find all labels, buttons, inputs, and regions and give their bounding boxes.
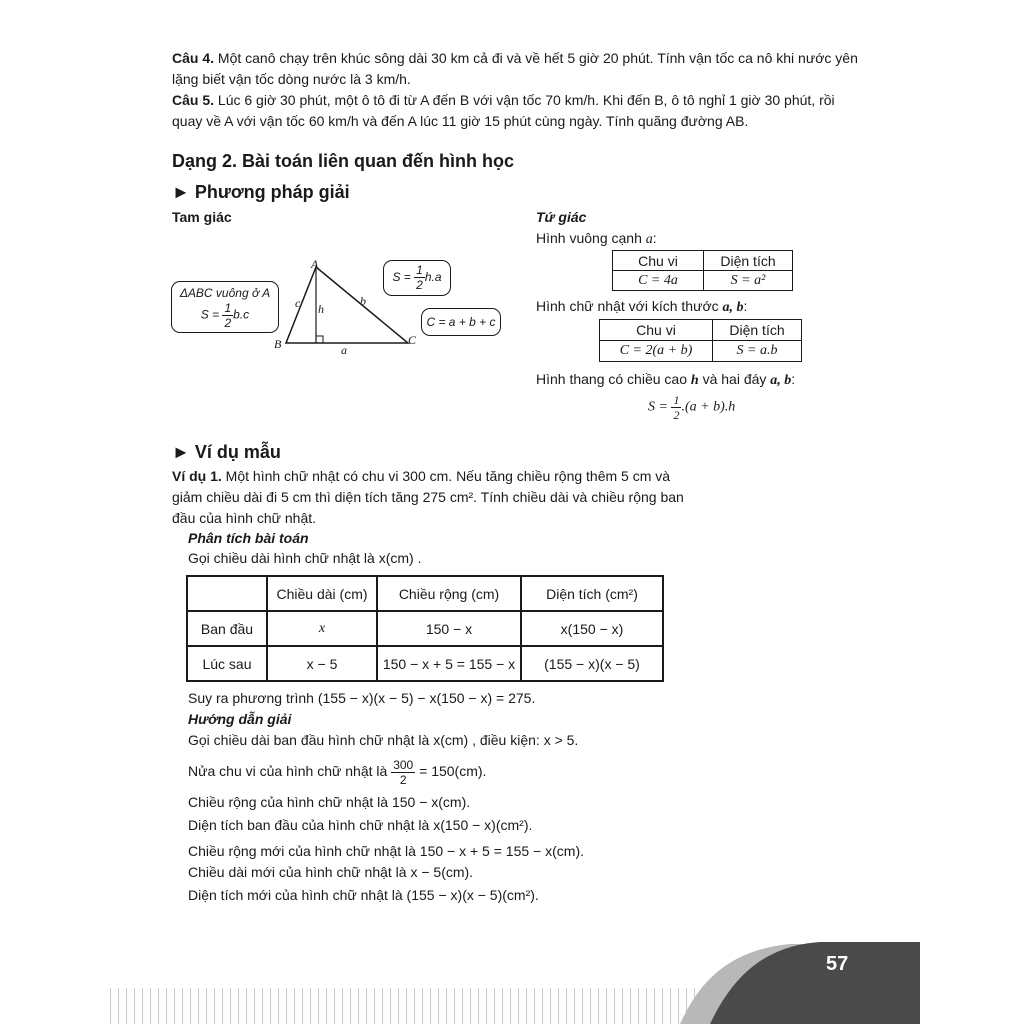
half-perimeter-denominator: 2 (399, 772, 407, 787)
trap-suffix: .(a + b).h (681, 399, 736, 415)
trap-denominator: 2 (673, 408, 680, 422)
square-header-perimeter: Chu vi (613, 251, 704, 271)
square-title (536, 228, 657, 250)
quad-title: Tứ giác (536, 209, 587, 225)
side-a-label: a (341, 343, 347, 357)
guide-line-2-result: = 150(cm). (415, 763, 487, 779)
half-perimeter-numerator: 300 (393, 757, 414, 772)
trapezoid-title (536, 369, 795, 391)
square-header-area: Diện tích (704, 251, 793, 271)
triangle-title: Tam giác (172, 209, 232, 225)
guide-line-6: Chiều dài mới của hình chữ nhật là x − 5(cm). (188, 864, 474, 880)
rect-perimeter: C = 2(a + b) (600, 341, 713, 362)
table-cell: 150 − x (377, 611, 521, 646)
guide-title: Hướng dẫn giải (188, 711, 292, 727)
table-cell: x (267, 611, 377, 646)
fraction-numerator: 1 (224, 301, 232, 315)
table-cell: x − 5 (267, 646, 377, 681)
example-title: ► Ví dụ mẫu (172, 442, 281, 462)
guide-line-7: Diện tích mới của hình chữ nhật là (155 − x)(x − 5)(cm²). (188, 887, 539, 903)
rect-title-text: Hình chữ nhật với kích thước (536, 298, 723, 314)
height-h-label: h (318, 302, 324, 316)
side-c-label: c (295, 296, 301, 310)
trap-title-text: Hình thang có chiều cao (536, 371, 691, 387)
square-title-var: a (645, 232, 653, 247)
example-line-3: đầu của hình chữ nhật. (172, 510, 317, 526)
square-table (612, 250, 793, 291)
area-formula-box (383, 260, 451, 296)
example-line-2: giảm chiều dài đi 5 cm thì diện tích tăng 275 cm². Tính chiều dài và chiều rộng ban (172, 489, 684, 505)
trap-title-var-h: h (690, 373, 699, 388)
example-text-1: Một hình chữ nhật có chu vi 300 cm. Nếu tăng chiều rộng thêm 5 cm và (221, 468, 671, 484)
trap-numerator: 1 (673, 393, 680, 407)
rect-title (536, 296, 747, 318)
table-header-cell: Chiều dài (cm) (267, 576, 377, 611)
question-5-line-2: quay về A với vận tốc 60 km/h và đến A lúc 11 giờ 15 phút cùng ngày. Tính quãng đường AB. (172, 113, 749, 129)
area-prefix: S = (392, 270, 415, 284)
area-suffix: h.a (424, 270, 442, 284)
example-label: Ví dụ 1. (172, 468, 222, 484)
guide-line-5: Chiều rộng mới của hình chữ nhật là 150 − x + 5 = 155 − x(cm). (188, 843, 584, 859)
half-fraction (222, 302, 233, 329)
fraction-denominator: 2 (224, 316, 232, 330)
question-4-text: Một canô chạy trên khúc sông dài 30 km cả đi và về hết 5 giờ 20 phút. Tính vận tốc ca nô khi nước yên (214, 50, 858, 66)
page-corner-decoration (680, 940, 920, 1024)
formula-prefix: S = (200, 307, 223, 322)
vertex-b-label: B (274, 337, 282, 351)
square-title-colon: : (652, 230, 657, 246)
equation-line: Suy ra phương trình (155 − x)(x − 5) − x(150 − x) = 275. (188, 690, 536, 706)
corner-main-shape (710, 942, 920, 1024)
section-title: Dạng 2. Bài toán liên quan đến hình học (172, 151, 515, 171)
trap-title-colon: : (791, 371, 796, 387)
question-4-label: Câu 4. (172, 50, 215, 66)
rect-title-var: a, b (722, 300, 744, 315)
side-b-label: b (360, 294, 366, 308)
table-row (187, 646, 663, 681)
right-triangle-formula (172, 302, 278, 329)
perimeter-formula-box: C = a + b + c (421, 308, 501, 336)
guide-line-2 (188, 752, 486, 790)
square-area: S = a² (704, 271, 793, 291)
question-5-label: Câu 5. (172, 92, 215, 108)
table-header-cell (187, 576, 267, 611)
table-cell: x(150 − x) (521, 611, 663, 646)
guide-line-2-text: Nửa chu vi của hình chữ nhật là (188, 763, 392, 779)
area-fraction (414, 264, 425, 291)
table-row (187, 611, 663, 646)
area-denominator: 2 (416, 278, 423, 293)
footer-ruled-lines (110, 988, 710, 1024)
analysis-line: Gọi chiều dài hình chữ nhật là x(cm) . (188, 550, 422, 566)
rect-header-area: Diện tích (713, 320, 802, 341)
guide-line-1: Gọi chiều dài ban đầu hình chữ nhật là x(cm) , điều kiện: x > 5. (188, 732, 579, 748)
right-triangle-box (171, 281, 279, 333)
formula-suffix: b.c (233, 307, 250, 322)
area-numerator: 1 (416, 263, 423, 278)
half-perimeter-fraction (391, 759, 415, 786)
question-4-line-1 (172, 48, 858, 68)
trap-fraction (671, 394, 681, 421)
table-header-cell: Diện tích (cm²) (521, 576, 663, 611)
method-title: ► Phương pháp giải (172, 182, 350, 202)
rectangle-table (599, 319, 802, 362)
right-angle-mark (316, 336, 323, 343)
table-header-row (187, 576, 663, 611)
table-cell: Ban đầu (187, 611, 267, 646)
guide-line-3: Chiều rộng của hình chữ nhật là 150 − x(cm). (188, 794, 471, 810)
analysis-title: Phân tích bài toán (188, 530, 309, 546)
rect-title-colon: : (743, 298, 748, 314)
square-title-text: Hình vuông cạnh (536, 230, 646, 246)
guide-line-4: Diện tích ban đầu của hình chữ nhật là x(150 − x)(cm²). (188, 817, 533, 833)
page-number: 57 (826, 953, 849, 975)
table-cell: (155 − x)(x − 5) (521, 646, 663, 681)
right-triangle-text: ΔABC vuông ở A (179, 286, 271, 300)
vertex-a-label: A (311, 257, 319, 271)
question-4-line-2: lặng biết vận tốc dòng nước là 3 km/h. (172, 71, 411, 87)
trap-title-var-ab: a, b (770, 373, 792, 388)
example-line-1 (172, 466, 670, 486)
trap-title-mid: và hai đáy (698, 371, 771, 387)
table-cell: Lúc sau (187, 646, 267, 681)
vertex-c-label: C (408, 333, 417, 347)
table-header-cell: Chiều rộng (cm) (377, 576, 521, 611)
analysis-table (186, 575, 664, 682)
rect-header-perimeter: Chu vi (600, 320, 713, 341)
table-cell: 150 − x + 5 = 155 − x (377, 646, 521, 681)
trap-prefix: S = (648, 399, 672, 415)
question-5-text: Lúc 6 giờ 30 phút, một ô tô đi từ A đến B với vận tốc 70 km/h. Khi đến B, ô tô nghỉ 1 giờ 30 phút, rồi (214, 92, 835, 108)
question-5-line-1 (172, 90, 835, 110)
rect-area: S = a.b (713, 341, 802, 362)
square-perimeter: C = 4a (613, 271, 704, 291)
trapezoid-formula (648, 394, 735, 421)
